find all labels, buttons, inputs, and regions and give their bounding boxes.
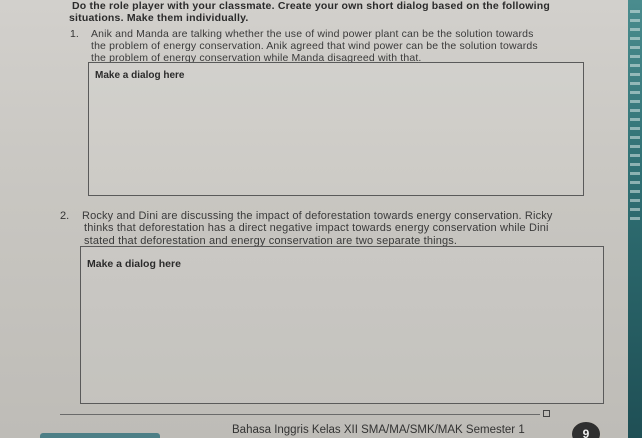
question-1-line-2: the problem of energy conservation. Anik agreed that wind power can be the solution towards <box>91 40 538 52</box>
footer-rule <box>60 414 540 415</box>
dialog-box-1-label: Make a dialog here <box>95 70 185 81</box>
dialog-box-2-label: Make a dialog here <box>87 258 181 270</box>
question-2-line-3: stated that deforestation and energy conservation are two separate things. <box>84 235 458 247</box>
question-1-line-1: Anik and Manda are talking whether the use of wind power plant can be the solution towards <box>91 28 534 40</box>
question-1-line-3: the problem of energy conservation while Manda disagreed with that. <box>91 52 422 64</box>
question-2-number: 2. <box>60 210 70 222</box>
edge-pattern <box>630 10 640 220</box>
page-edge-decoration <box>628 0 642 438</box>
question-1-number: 1. <box>70 28 79 40</box>
instruction-line-2: situations. Make them individually. <box>69 12 249 24</box>
question-2-line-1: Rocky and Dini are discussing the impact of deforestation towards energy conservation. Ricky <box>82 210 553 222</box>
page-number-badge: 9 <box>570 420 602 438</box>
dialog-box-1[interactable] <box>88 62 584 196</box>
footer-left-tab <box>40 433 160 438</box>
footer-square-mark <box>543 410 550 417</box>
question-2-line-2: thinks that deforestation has a direct negative impact towards energy conservation while Dini <box>84 222 549 234</box>
footer-book-title: Bahasa Inggris Kelas XII SMA/MA/SMK/MAK Semester 1 <box>232 424 525 436</box>
instruction-line-1: Do the role player with your classmate. Create your own short dialog based on the following <box>72 0 550 12</box>
dialog-box-2[interactable] <box>80 246 604 404</box>
